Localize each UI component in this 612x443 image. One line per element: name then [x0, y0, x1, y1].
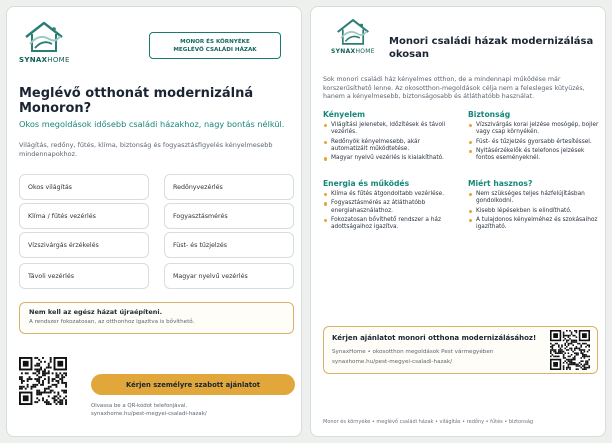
feature-chip: Távoli vezérlés [19, 263, 149, 289]
section-list [323, 191, 457, 234]
page-title: Monori családi házak modernizálása okosan [389, 36, 594, 60]
info-note-body: A rendszer fokozatosan, az otthonhoz igazítva is bővíthető. [29, 319, 195, 325]
brand-name: SYNAXHOME [19, 56, 70, 64]
page-title: Meglévő otthonát modernizálná Monoron? [19, 86, 254, 116]
info-note [19, 302, 294, 334]
info-note-title: Nem kell az egész házat újraépíteni. [29, 308, 163, 316]
section-heading: Energia és működés [323, 179, 410, 188]
list-item: Redőnyök kényelmesebb, akár automatizált működtetése. [323, 139, 457, 153]
house-logo-icon [333, 15, 373, 49]
house-logo-icon [21, 17, 67, 57]
intro-text: Sok monori családi ház kényelmes otthon, de a mindennapi működése már korszerűsíthető lenne. Az okosotthon-megoldások célja nem a felesleges kütyüzés, hanem a kényelmesebb, biztonságosabb és átláthatóbb használat. [323, 76, 585, 100]
right-page [310, 6, 606, 437]
offer-box-url[interactable]: synaxhome.hu/pest-megyei-csaladi-hazak/ [332, 359, 452, 365]
feature-chip: Füst- és tűzjelzés [164, 232, 294, 258]
section-list [323, 122, 457, 165]
feature-chip: Okos világítás [19, 174, 149, 200]
qr-instructions: Olvassa be a QR-kódot telefonjával. synaxhome.hu/pest-megyei-csaladi-hazak/ [91, 403, 207, 417]
page-subtitle: Okos megoldások idősebb családi házakhoz, nagy bontás nélkül. [19, 119, 285, 129]
feature-chip: Klíma / fűtés vezérlés [19, 203, 149, 229]
left-page [6, 6, 302, 437]
offer-box [323, 326, 598, 374]
list-item: Fogyasztásmérés az átláthatóbb energiahasználathoz. [323, 200, 457, 214]
section-heading: Biztonság [468, 110, 511, 119]
footer-text: Monor és környéke • meglévő családi házak • világítás • redőny • fűtés • biztonság [323, 419, 534, 425]
offer-cta-button[interactable]: Kérjen személyre szabott ajánlatot [91, 374, 295, 395]
qr-code[interactable] [19, 357, 67, 405]
section-list [468, 122, 600, 165]
offer-box-title: Kérjen ajánlatot monori otthona modernizálásához! [332, 334, 537, 342]
brand-name: SYNAXHOME [331, 48, 375, 55]
feature-chip: Redőnyvezérlés [164, 174, 294, 200]
qr-code[interactable] [550, 330, 590, 370]
list-item: Fokozatosan bővíthető rendszer a ház adottságaihoz igazítva. [323, 217, 457, 231]
offer-box-company: SynaxHome • okosotthon megoldások Pest vármegyében [332, 349, 494, 355]
list-item: Klíma és fűtés átgondoltabb vezérlése. [323, 191, 457, 198]
section-list [468, 191, 600, 234]
list-item: Vízszivárgás korai jelzése mosógép, bojler vagy csap környékén. [468, 122, 600, 136]
section-heading: Kényelem [323, 110, 366, 119]
feature-chip: Magyar nyelvű vezérlés [164, 263, 294, 289]
brand-logo [19, 17, 70, 64]
list-item: Nyitásérzékelők és telefonos jelzések fontos eseményeknél. [468, 148, 600, 162]
feature-chip: Vízszivárgás érzékelés [19, 232, 149, 258]
section-heading: Miért hasznos? [468, 179, 533, 188]
region-badge: MONOR ÉS KÖRNYÉKE MEGLÉVŐ CSALÁDI HÁZAK [149, 32, 281, 59]
list-item: A tulajdonos kényelméhez és szokásaihoz igazítható. [468, 217, 600, 231]
list-item: Kisebb lépésekben is elindítható. [468, 208, 600, 215]
feature-chip: Fogyasztásmérés [164, 203, 294, 229]
list-item: Világítási jelenetek, időzítések és távoli vezérlés. [323, 122, 457, 136]
list-item: Füst- és tűzjelzés gyorsabb értesítéssel. [468, 139, 600, 146]
page-description: Világítás, redőny, fűtés, klíma, biztonság és fogyasztásfigyelés kényelmesebb mindennapokhoz. [19, 141, 273, 158]
list-item: Nem szükséges teljes házfelújításban gondolkodni. [468, 191, 600, 205]
brand-logo [331, 15, 375, 55]
list-item: Magyar nyelvű vezérlés is kialakítható. [323, 155, 457, 162]
